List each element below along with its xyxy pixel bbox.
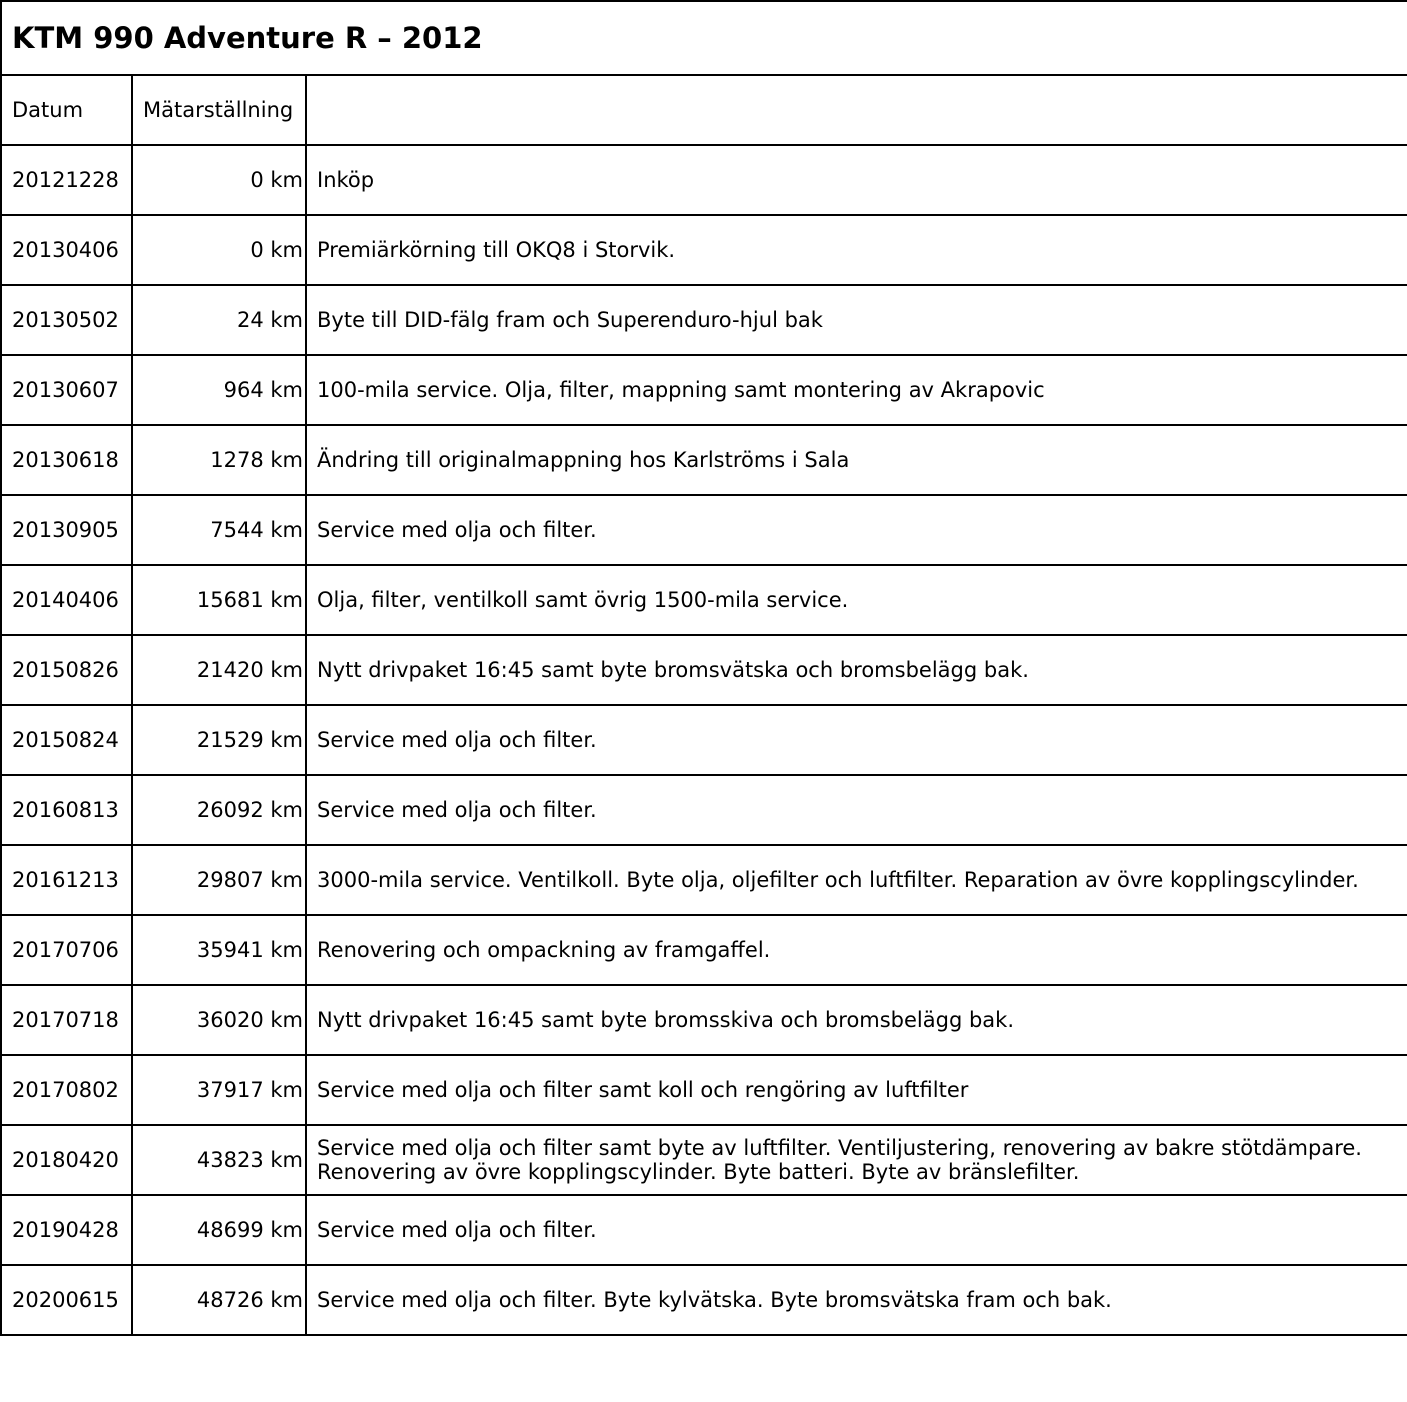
- date-cell: 20180420: [1, 1125, 132, 1195]
- description-cell: 100-mila service. Olja, filter, mappning samt montering av Akrapovic: [306, 355, 1407, 425]
- date-cell: 20200615: [1, 1265, 132, 1335]
- description-cell: Premiärkörning till OKQ8 i Storvik.: [306, 215, 1407, 285]
- title-row: [1, 1, 1407, 75]
- date-cell: 20130607: [1, 355, 132, 425]
- description-cell: Nytt drivpaket 16:45 samt byte bromsskiva och bromsbelägg bak.: [306, 985, 1407, 1055]
- date-cell: 20130905: [1, 495, 132, 565]
- odometer-cell: 48699 km: [132, 1195, 306, 1265]
- odometer-cell: 7544 km: [132, 495, 306, 565]
- page-title: KTM 990 Adventure R – 2012: [1, 1, 1407, 75]
- date-cell: 20160813: [1, 775, 132, 845]
- odometer-cell: 15681 km: [132, 565, 306, 635]
- table-row: [1, 705, 1407, 775]
- odometer-cell: 36020 km: [132, 985, 306, 1055]
- odometer-cell: 1278 km: [132, 425, 306, 495]
- description-cell: Service med olja och filter.: [306, 775, 1407, 845]
- table-row: [1, 775, 1407, 845]
- table-row: [1, 215, 1407, 285]
- table-row: [1, 1055, 1407, 1125]
- odometer-cell: 37917 km: [132, 1055, 306, 1125]
- date-cell: 20130618: [1, 425, 132, 495]
- description-cell: Byte till DID-fälg fram och Superenduro-hjul bak: [306, 285, 1407, 355]
- odometer-cell: 21420 km: [132, 635, 306, 705]
- table-row: [1, 285, 1407, 355]
- header-description: [306, 75, 1407, 145]
- header-row: [1, 75, 1407, 145]
- odometer-cell: 43823 km: [132, 1125, 306, 1195]
- odometer-cell: 24 km: [132, 285, 306, 355]
- table-row: [1, 1125, 1407, 1195]
- odometer-cell: 0 km: [132, 145, 306, 215]
- odometer-cell: 29807 km: [132, 845, 306, 915]
- date-cell: 20150826: [1, 635, 132, 705]
- table-row: [1, 565, 1407, 635]
- description-cell: Service med olja och filter.: [306, 495, 1407, 565]
- description-cell: Olja, filter, ventilkoll samt övrig 1500-mila service.: [306, 565, 1407, 635]
- table-row: [1, 845, 1407, 915]
- table-row: [1, 1265, 1407, 1335]
- date-cell: 20121228: [1, 145, 132, 215]
- description-cell: Inköp: [306, 145, 1407, 215]
- description-cell: Ändring till originalmappning hos Karlströms i Sala: [306, 425, 1407, 495]
- description-cell: Service med olja och filter.: [306, 1195, 1407, 1265]
- date-cell: 20170706: [1, 915, 132, 985]
- description-cell: Service med olja och filter samt byte av luftfilter. Ventiljustering, renovering av bakre stötdämpare. Renovering av övre kopplingscylinder. Byte batteri. Byte av bränslefilter.: [306, 1125, 1407, 1195]
- odometer-cell: 48726 km: [132, 1265, 306, 1335]
- table-row: [1, 145, 1407, 215]
- date-cell: 20170718: [1, 985, 132, 1055]
- table-row: [1, 425, 1407, 495]
- date-cell: 20130406: [1, 215, 132, 285]
- odometer-cell: 26092 km: [132, 775, 306, 845]
- date-cell: 20130502: [1, 285, 132, 355]
- description-cell: Service med olja och filter samt koll och rengöring av luftfilter: [306, 1055, 1407, 1125]
- description-cell: Service med olja och filter.: [306, 705, 1407, 775]
- date-cell: 20150824: [1, 705, 132, 775]
- description-cell: Service med olja och filter. Byte kylvätska. Byte bromsvätska fram och bak.: [306, 1265, 1407, 1335]
- table-row: [1, 635, 1407, 705]
- table-row: [1, 355, 1407, 425]
- table-row: [1, 985, 1407, 1055]
- description-cell: Renovering och ompackning av framgaffel.: [306, 915, 1407, 985]
- odometer-cell: 21529 km: [132, 705, 306, 775]
- date-cell: 20161213: [1, 845, 132, 915]
- odometer-cell: 964 km: [132, 355, 306, 425]
- table-row: [1, 495, 1407, 565]
- header-odometer: Mätarställning: [132, 75, 306, 145]
- date-cell: 20170802: [1, 1055, 132, 1125]
- table-row: [1, 1195, 1407, 1265]
- odometer-cell: 0 km: [132, 215, 306, 285]
- date-cell: 20190428: [1, 1195, 132, 1265]
- odometer-cell: 35941 km: [132, 915, 306, 985]
- description-cell: 3000-mila service. Ventilkoll. Byte olja, oljefilter och luftfilter. Reparation av övre kopplingscylinder.: [306, 845, 1407, 915]
- description-cell: Nytt drivpaket 16:45 samt byte bromsvätska och bromsbelägg bak.: [306, 635, 1407, 705]
- date-cell: 20140406: [1, 565, 132, 635]
- table-row: [1, 915, 1407, 985]
- header-date: Datum: [1, 75, 132, 145]
